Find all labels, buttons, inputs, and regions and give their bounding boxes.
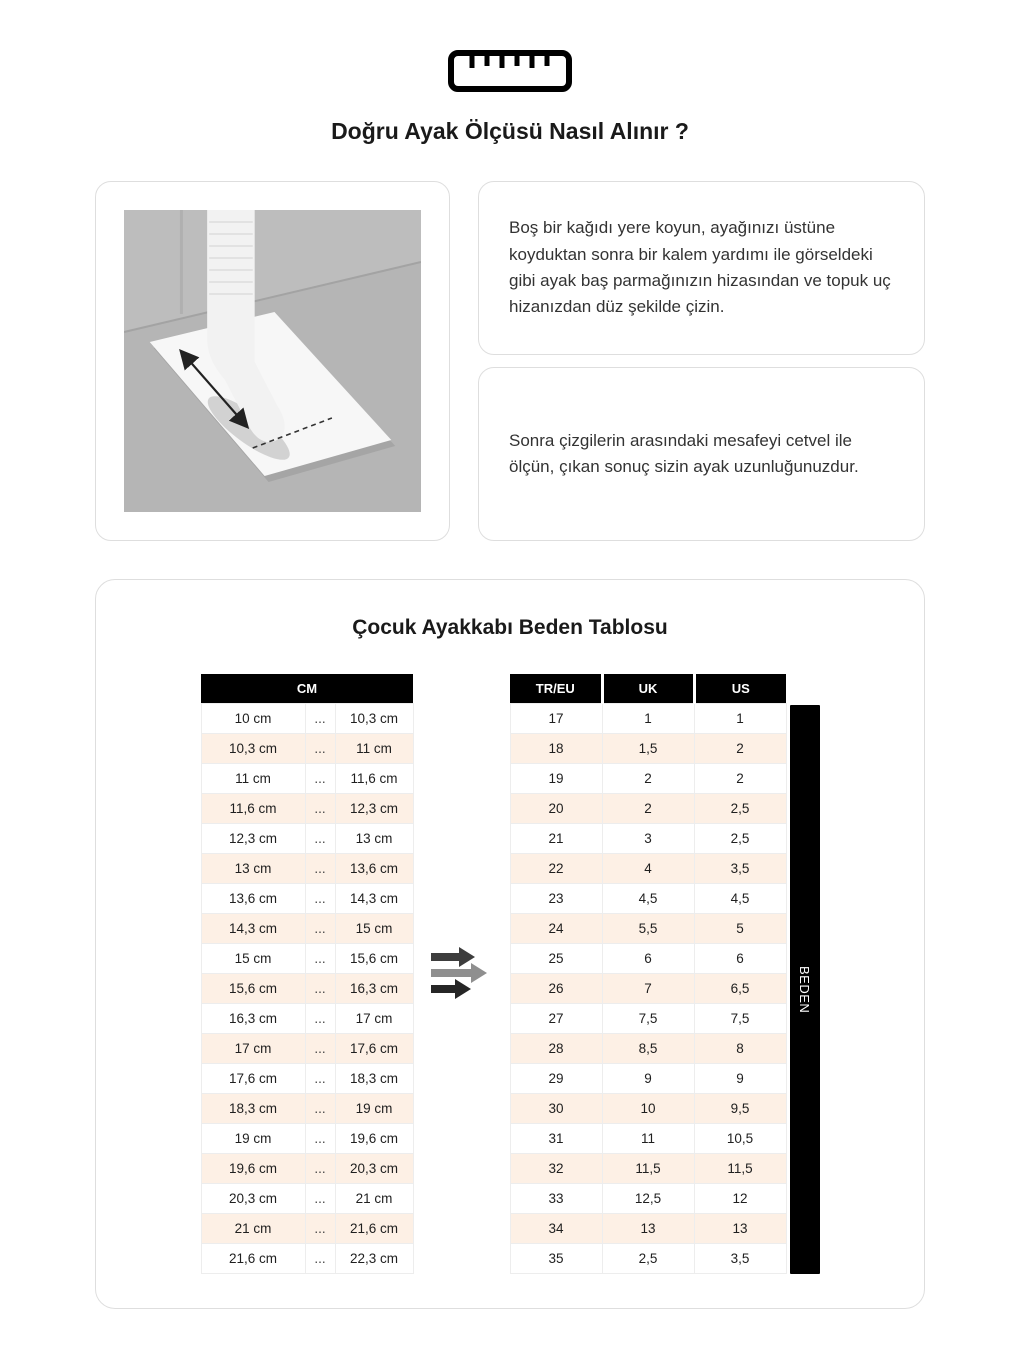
- tr-eu-cell: 19: [510, 763, 602, 793]
- cm-from-cell: 13,6 cm: [201, 883, 305, 913]
- cm-to-cell: 20,3 cm: [335, 1153, 413, 1183]
- conversion-header-tr-eu: TR/EU: [510, 674, 602, 703]
- cm-to-cell: 14,3 cm: [335, 883, 413, 913]
- cm-from-cell: 19 cm: [201, 1123, 305, 1153]
- cm-to-cell: 13,6 cm: [335, 853, 413, 883]
- cm-table-row: [201, 1243, 413, 1273]
- conversion-table-row: [510, 1003, 786, 1033]
- instruction-step-1: Boş bir kağıdı yere koyun, ayağınızı üstüne koyduktan sonra bir kalem yardımı ile görseldeki gibi ayak baş parmağınızın hizasından ve topuk uç hizanızdan düz şekilde çizin.: [509, 218, 891, 317]
- us-cell: 8: [694, 1033, 786, 1063]
- cm-table-row: [201, 763, 413, 793]
- cm-range-separator: ...: [305, 1243, 335, 1273]
- cm-from-cell: 20,3 cm: [201, 1183, 305, 1213]
- uk-cell: 3: [602, 823, 694, 853]
- us-cell: 6: [694, 943, 786, 973]
- us-cell: 9: [694, 1063, 786, 1093]
- cm-range-separator: ...: [305, 1003, 335, 1033]
- foot-measurement-photo-card: [95, 181, 450, 541]
- tr-eu-cell: 33: [510, 1183, 602, 1213]
- tr-eu-cell: 29: [510, 1063, 602, 1093]
- conversion-table-row: [510, 883, 786, 913]
- cm-table-row: [201, 793, 413, 823]
- conversion-table-body: [510, 703, 786, 1273]
- cm-to-cell: 15,6 cm: [335, 943, 413, 973]
- cm-from-cell: 21 cm: [201, 1213, 305, 1243]
- conversion-table-row: [510, 823, 786, 853]
- cm-range-separator: ...: [305, 1183, 335, 1213]
- us-cell: 3,5: [694, 1243, 786, 1273]
- uk-cell: 1,5: [602, 733, 694, 763]
- us-cell: 6,5: [694, 973, 786, 1003]
- cm-table-header: CM: [201, 674, 413, 703]
- conversion-table-row: [510, 853, 786, 883]
- cm-table-row: [201, 883, 413, 913]
- conversion-table-row: [510, 973, 786, 1003]
- tr-eu-cell: 30: [510, 1093, 602, 1123]
- cm-from-cell: 17 cm: [201, 1033, 305, 1063]
- cm-range-separator: ...: [305, 1213, 335, 1243]
- cm-table-row: [201, 853, 413, 883]
- cm-to-cell: 12,3 cm: [335, 793, 413, 823]
- tr-eu-cell: 25: [510, 943, 602, 973]
- uk-cell: 9: [602, 1063, 694, 1093]
- conversion-header-us: US: [694, 674, 786, 703]
- conversion-table: [510, 674, 787, 1274]
- ruler-icon: [0, 50, 1020, 92]
- us-cell: 2,5: [694, 793, 786, 823]
- cm-from-cell: 15,6 cm: [201, 973, 305, 1003]
- cm-from-cell: 11 cm: [201, 763, 305, 793]
- us-cell: 11,5: [694, 1153, 786, 1183]
- cm-table-row: [201, 1213, 413, 1243]
- cm-to-cell: 13 cm: [335, 823, 413, 853]
- conversion-table-row: [510, 703, 786, 733]
- cm-table-row: [201, 913, 413, 943]
- tr-eu-cell: 26: [510, 973, 602, 1003]
- us-cell: 13: [694, 1213, 786, 1243]
- uk-cell: 2,5: [602, 1243, 694, 1273]
- size-chart-title: Çocuk Ayakkabı Beden Tablosu: [352, 616, 668, 639]
- uk-cell: 4,5: [602, 883, 694, 913]
- tr-eu-cell: 20: [510, 793, 602, 823]
- tr-eu-cell: 28: [510, 1033, 602, 1063]
- cm-to-cell: 15 cm: [335, 913, 413, 943]
- tr-eu-cell: 17: [510, 703, 602, 733]
- uk-cell: 8,5: [602, 1033, 694, 1063]
- uk-cell: 2: [602, 793, 694, 823]
- cm-table-row: [201, 943, 413, 973]
- cm-range-separator: ...: [305, 1093, 335, 1123]
- cm-to-cell: 10,3 cm: [335, 703, 413, 733]
- instruction-card-2: [478, 367, 925, 541]
- conversion-table-row: [510, 1183, 786, 1213]
- uk-cell: 11,5: [602, 1153, 694, 1183]
- cm-range-separator: ...: [305, 1153, 335, 1183]
- cm-range-separator: ...: [305, 1123, 335, 1153]
- us-cell: 7,5: [694, 1003, 786, 1033]
- cm-range-separator: ...: [305, 883, 335, 913]
- tr-eu-cell: 24: [510, 913, 602, 943]
- cm-table-row: [201, 973, 413, 1003]
- conversion-table-row: [510, 1033, 786, 1063]
- tr-eu-cell: 22: [510, 853, 602, 883]
- us-cell: 2: [694, 733, 786, 763]
- instructions-column: [478, 181, 925, 541]
- tr-eu-cell: 34: [510, 1213, 602, 1243]
- cm-from-cell: 19,6 cm: [201, 1153, 305, 1183]
- cm-table-row: [201, 703, 413, 733]
- size-chart-card: [95, 579, 925, 1309]
- cm-range-separator: ...: [305, 1063, 335, 1093]
- cm-table-row: [201, 1063, 413, 1093]
- beden-axis-label: BEDEN: [790, 705, 820, 1274]
- uk-cell: 11: [602, 1123, 694, 1153]
- cm-range-separator: ...: [305, 913, 335, 943]
- cm-range-separator: ...: [305, 1033, 335, 1063]
- cm-table-row: [201, 1093, 413, 1123]
- us-cell: 9,5: [694, 1093, 786, 1123]
- uk-cell: 13: [602, 1213, 694, 1243]
- conversion-table-row: [510, 1123, 786, 1153]
- cm-table-row: [201, 823, 413, 853]
- foot-measurement-photo: [124, 210, 421, 512]
- conversion-table-group: [510, 674, 820, 1274]
- uk-cell: 7: [602, 973, 694, 1003]
- cm-to-cell: 19 cm: [335, 1093, 413, 1123]
- cm-table-body: [201, 703, 413, 1273]
- page-title: Doğru Ayak Ölçüsü Nasıl Alınır ?: [331, 118, 689, 144]
- tr-eu-cell: 23: [510, 883, 602, 913]
- uk-cell: 5,5: [602, 913, 694, 943]
- instruction-step-2: Sonra çizgilerin arasındaki mesafeyi cetvel ile ölçün, çıkan sonuç sizin ayak uzunluğunuzdur.: [509, 430, 859, 476]
- us-cell: 12: [694, 1183, 786, 1213]
- cm-from-cell: 13 cm: [201, 853, 305, 883]
- cm-from-cell: 17,6 cm: [201, 1063, 305, 1093]
- us-cell: 4,5: [694, 883, 786, 913]
- cm-from-cell: 10 cm: [201, 703, 305, 733]
- cm-from-cell: 12,3 cm: [201, 823, 305, 853]
- uk-cell: 10: [602, 1093, 694, 1123]
- cm-range-separator: ...: [305, 763, 335, 793]
- tr-eu-cell: 21: [510, 823, 602, 853]
- cm-from-cell: 16,3 cm: [201, 1003, 305, 1033]
- tr-eu-cell: 31: [510, 1123, 602, 1153]
- us-cell: 1: [694, 703, 786, 733]
- cm-table-row: [201, 733, 413, 763]
- conversion-table-row: [510, 1063, 786, 1093]
- conversion-table-row: [510, 913, 786, 943]
- us-cell: 2,5: [694, 823, 786, 853]
- conversion-header-uk: UK: [602, 674, 694, 703]
- conversion-table-row: [510, 793, 786, 823]
- cm-table: [201, 674, 414, 1274]
- measure-section: [95, 181, 925, 541]
- conversion-table-row: [510, 1093, 786, 1123]
- cm-table-row: [201, 1153, 413, 1183]
- cm-to-cell: 22,3 cm: [335, 1243, 413, 1273]
- uk-cell: 4: [602, 853, 694, 883]
- conversion-table-row: [510, 733, 786, 763]
- cm-from-cell: 11,6 cm: [201, 793, 305, 823]
- cm-to-cell: 17 cm: [335, 1003, 413, 1033]
- cm-to-cell: 17,6 cm: [335, 1033, 413, 1063]
- tr-eu-cell: 18: [510, 733, 602, 763]
- cm-from-cell: 18,3 cm: [201, 1093, 305, 1123]
- size-tables: [96, 674, 924, 1274]
- uk-cell: 12,5: [602, 1183, 694, 1213]
- conversion-table-row: [510, 1213, 786, 1243]
- cm-range-separator: ...: [305, 943, 335, 973]
- cm-range-separator: ...: [305, 973, 335, 1003]
- conversion-table-row: [510, 943, 786, 973]
- uk-cell: 6: [602, 943, 694, 973]
- cm-range-separator: ...: [305, 703, 335, 733]
- us-cell: 5: [694, 913, 786, 943]
- cm-to-cell: 21,6 cm: [335, 1213, 413, 1243]
- conversion-table-row: [510, 763, 786, 793]
- tr-eu-cell: 35: [510, 1243, 602, 1273]
- cm-to-cell: 19,6 cm: [335, 1123, 413, 1153]
- cm-to-cell: 18,3 cm: [335, 1063, 413, 1093]
- cm-table-row: [201, 1123, 413, 1153]
- cm-from-cell: 15 cm: [201, 943, 305, 973]
- cm-to-cell: 21 cm: [335, 1183, 413, 1213]
- cm-table-row: [201, 1183, 413, 1213]
- cm-to-cell: 11 cm: [335, 733, 413, 763]
- cm-range-separator: ...: [305, 793, 335, 823]
- cm-range-separator: ...: [305, 853, 335, 883]
- conversion-table-row: [510, 1243, 786, 1273]
- us-cell: 10,5: [694, 1123, 786, 1153]
- instruction-card-1: [478, 181, 925, 355]
- cm-from-cell: 21,6 cm: [201, 1243, 305, 1273]
- us-cell: 2: [694, 763, 786, 793]
- conversion-arrows-icon: [414, 945, 510, 1003]
- uk-cell: 2: [602, 763, 694, 793]
- cm-to-cell: 11,6 cm: [335, 763, 413, 793]
- cm-range-separator: ...: [305, 733, 335, 763]
- cm-from-cell: 10,3 cm: [201, 733, 305, 763]
- cm-table-row: [201, 1033, 413, 1063]
- cm-range-separator: ...: [305, 823, 335, 853]
- cm-to-cell: 16,3 cm: [335, 973, 413, 1003]
- uk-cell: 7,5: [602, 1003, 694, 1033]
- conversion-table-row: [510, 1153, 786, 1183]
- us-cell: 3,5: [694, 853, 786, 883]
- uk-cell: 1: [602, 703, 694, 733]
- tr-eu-cell: 27: [510, 1003, 602, 1033]
- cm-table-row: [201, 1003, 413, 1033]
- cm-from-cell: 14,3 cm: [201, 913, 305, 943]
- tr-eu-cell: 32: [510, 1153, 602, 1183]
